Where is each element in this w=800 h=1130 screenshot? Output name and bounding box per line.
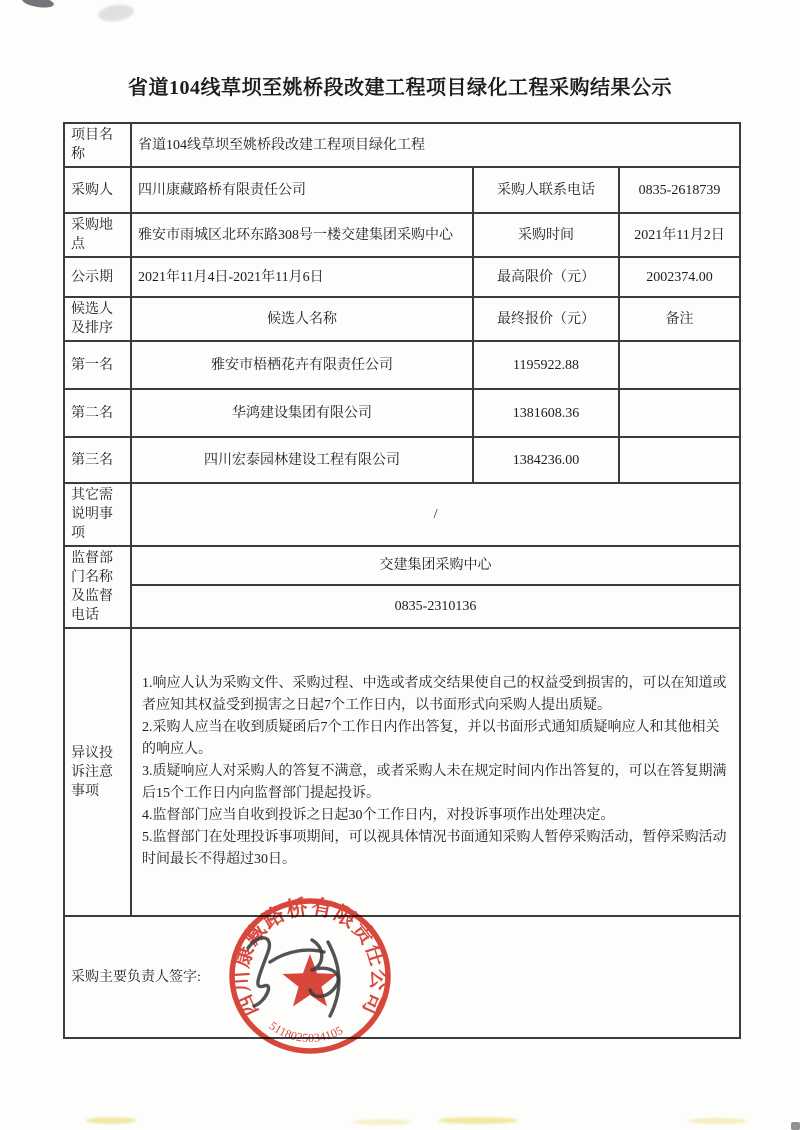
candidate-name: 雅安市梧栖花卉有限责任公司: [131, 341, 473, 389]
page-title: 省道104线草坝至姚桥段改建工程项目绿化工程采购结果公示: [128, 77, 672, 99]
publicity-period-value: 2021年11月4日-2021年11月6日: [131, 257, 473, 297]
table-row-candidate-3: [64, 437, 740, 483]
candidates-price-header: 最终报价（元）: [473, 297, 619, 341]
purchaser-label: 采购人: [64, 167, 131, 213]
seal-serial-text: [267, 1018, 346, 1045]
scan-smudge-icon: [21, 0, 54, 9]
candidate-rank: 第二名: [64, 389, 131, 437]
location-label: 采购地点: [64, 213, 131, 257]
scan-smudge-icon: [86, 1117, 136, 1124]
candidate-name: 四川宏泰园林建设工程有限公司: [131, 437, 473, 483]
purchaser-value: 四川康藏路桥有限责任公司: [131, 167, 473, 213]
other-notes-label: 其它需说明事项: [64, 483, 131, 546]
candidates-rank-header: 候选人及排序: [64, 297, 131, 341]
table-row-candidate-2: [64, 389, 740, 437]
candidate-rank: 第一名: [64, 341, 131, 389]
table-row-complaint-notes: [64, 628, 740, 916]
complaint-label: 异议投诉注意事项: [64, 628, 131, 916]
candidate-rank: 第三名: [64, 437, 131, 483]
seal-serial-textpath: 5118025034105: [266, 1018, 346, 1046]
other-notes-value: /: [131, 483, 740, 546]
table-row-location: [64, 213, 740, 257]
candidate-remark: [619, 341, 740, 389]
table-row-project: [64, 123, 740, 167]
candidate-price: 1195922.88: [473, 341, 619, 389]
candidate-name: 华鸿建设集团有限公司: [131, 389, 473, 437]
table-row-purchaser: [64, 167, 740, 213]
table-row-publicity-period: [64, 257, 740, 297]
table-row-candidates-header: [64, 297, 740, 341]
table-row-supervision-phone: [64, 585, 740, 628]
table-row-supervision-name: [64, 546, 740, 585]
seal-star-icon: [282, 954, 337, 1006]
purchase-time-value: 2021年11月2日: [619, 213, 740, 257]
complaint-item: 1.响应人认为采购文件、采购过程、中选或者成交结果使自己的权益受到损害的，可以在知道或者应知其权益受到损害之日起7个工作日内，以书面形式向采购人提出质疑。: [142, 676, 727, 713]
table-row-other-notes: [64, 483, 740, 546]
candidate-remark: [619, 389, 740, 437]
complaint-notes-cell: [131, 628, 740, 916]
max-price-value: 2002374.00: [619, 257, 740, 297]
supervision-phone-value: 0835-2310136: [131, 585, 740, 628]
candidate-price: 1384236.00: [473, 437, 619, 483]
project-name-label: 项目名称: [64, 123, 131, 167]
complaint-item: 3.质疑响应人对采购人的答复不满意，或者采购人未在规定时间内作出答复的，可以在答复期满后15个工作日内向监督部门提起投诉。: [142, 764, 727, 801]
scan-smudge-icon: [438, 1117, 518, 1124]
signature-label: 采购主要负责人签字:: [71, 969, 201, 985]
candidate-remark: [619, 437, 740, 483]
scan-smudge-icon: [352, 1119, 412, 1125]
max-price-label: 最高限价（元）: [473, 257, 619, 297]
complaint-item: 4.监督部门应当自收到投诉之日起30个工作日内，对投诉事项作出处理决定。: [142, 808, 615, 823]
candidates-name-header: 候选人名称: [131, 297, 473, 341]
supervision-name-value: 交建集团采购中心: [131, 546, 740, 585]
project-name-value: 省道104线草坝至姚桥段改建工程项目绿化工程: [131, 123, 740, 167]
candidate-price: 1381608.36: [473, 389, 619, 437]
publicity-period-label: 公示期: [64, 257, 131, 297]
supervision-label: 监督部门名称及监督电话: [64, 546, 131, 628]
candidates-remark-header: 备注: [619, 297, 740, 341]
scan-smudge-icon: [791, 1122, 800, 1130]
complaint-item: 5.监督部门在处理投诉事项期间，可以视具体情况书面通知采购人暂停采购活动，暂停采购活动时间最长不得超过30日。: [142, 830, 727, 867]
complaint-item: 2.采购人应当在收到质疑函后7个工作日内作出答复，并以书面形式通知质疑响应人和其他相关的响应人。: [142, 720, 720, 757]
location-value: 雅安市雨城区北环东路308号一楼交建集团采购中心: [131, 213, 473, 257]
purchaser-phone-value: 0835-2618739: [619, 167, 740, 213]
scan-smudge-icon: [97, 3, 135, 24]
seal-company-textpath: 四川康藏路桥有限责任公司: [228, 894, 392, 1020]
scan-smudge-icon: [688, 1118, 748, 1124]
purchaser-phone-label: 采购人联系电话: [473, 167, 619, 213]
table-row-candidate-1: [64, 341, 740, 389]
company-seal-stamp: [215, 886, 405, 1066]
purchase-time-label: 采购时间: [473, 213, 619, 257]
